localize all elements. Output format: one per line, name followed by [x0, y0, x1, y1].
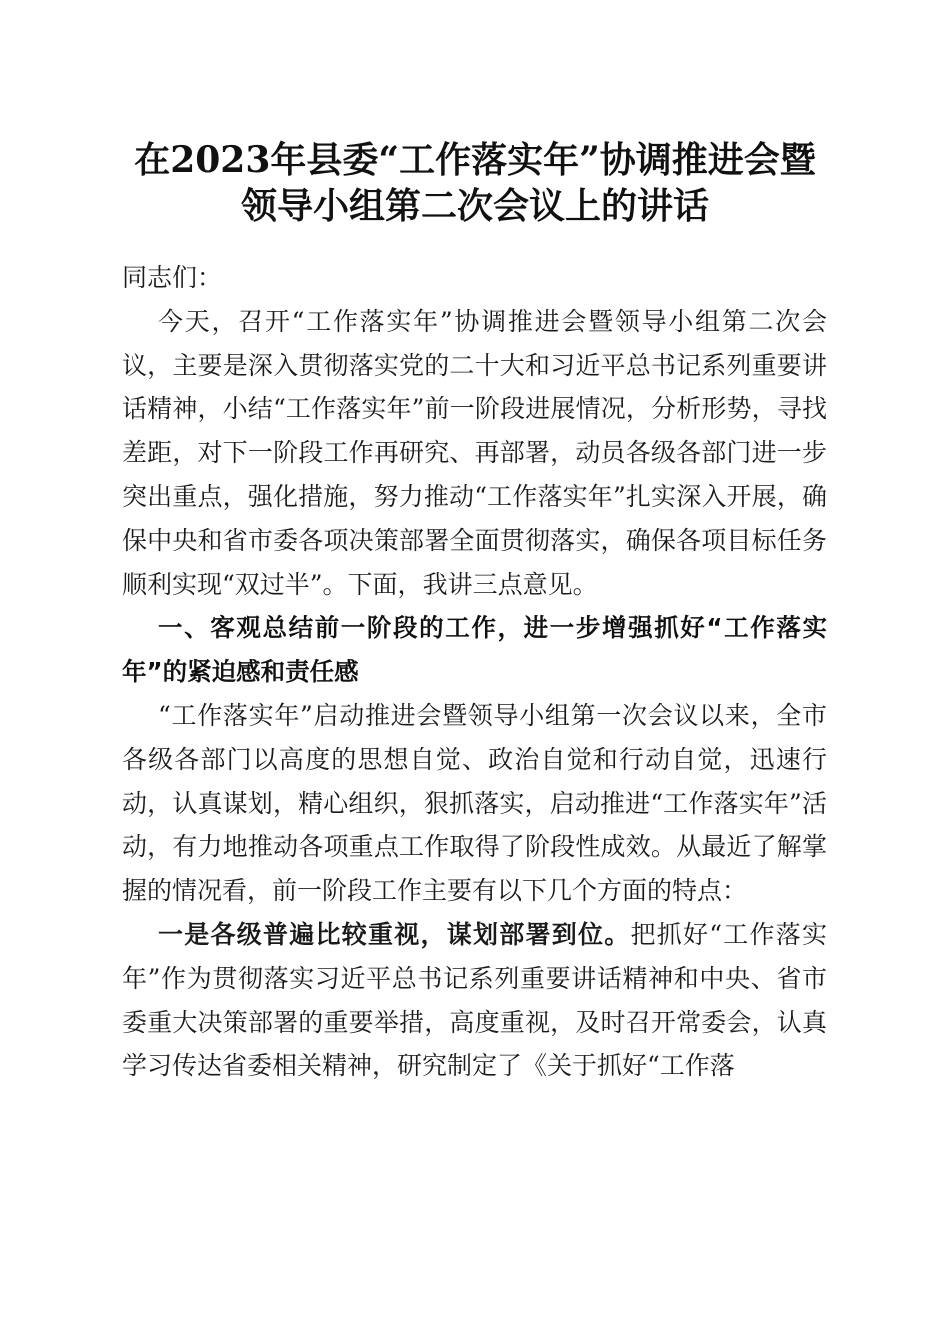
document-title-line-2: 领导小组第二次会议上的讲话: [240, 185, 709, 227]
paragraph-intro: 今天，召开“工作落实年”协调推进会暨领导小组第二次会议，主要是深入贯彻落实党的二十大和习近平总书记系列重要讲话精神，小结“工作落实年”前一阶段进展情况，分析形势，寻找差距，对下一阶段工作再研究、再部署，动员各级各部门进一步突出重点，强化措施，努力推动“工作落实年”扎实深入开展，确保中央和省市委各项决策部署全面贯彻落实，确保各项目标任务顺利实现“双过半”。下面，我讲三点意见。: [122, 306, 827, 599]
document-body: [122, 256, 827, 1088]
paragraph-summary: “工作落实年”启动推进会暨领导小组第一次会议以来，全市各级各部门以高度的思想自觉、政治自觉和行动自觉，迅速行动，认真谋划，精心组织，狠抓落实，启动推进“工作落实年”活动，有力地推动各项重点工作取得了阶段性成效。从最近了解掌握的情况看，前一阶段工作主要有以下几个方面的特点：: [122, 700, 827, 906]
document-title-line-1: 在2023年县委“工作落实年”协调推进会暨: [134, 139, 816, 181]
section-heading-1: 一、客观总结前一阶段的工作，进一步增强抓好“工作落实年”的紧迫感和责任感: [122, 613, 827, 687]
paragraph-point-1: [122, 913, 827, 1088]
point-1-lead: 一是各级普遍比较重视，谋划部署到位。: [158, 919, 631, 949]
point-1-text: 把抓好“工作落实年”作为贯彻落实习近平总书记系列重要讲话精神和中央、省市委重大决策部署的重要举措，高度重视，及时召开常委会，认真学习传达省委相关精神，研究制定了《关于抓好“工作落: [122, 919, 827, 1081]
salutation: 同志们：: [122, 263, 223, 292]
